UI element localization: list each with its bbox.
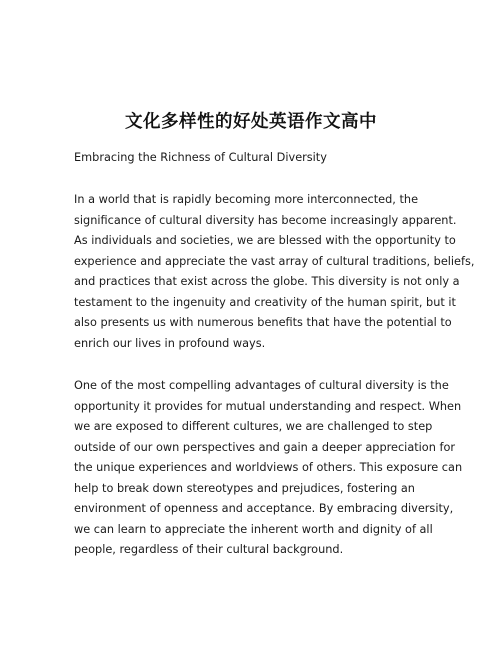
paragraph-line: environment of openness and acceptance. By embracing diversity, [74,502,454,515]
paragraph-line: also presents us with numerous benefits that have the potential to [74,316,452,329]
paragraph-line: outside of our own perspectives and gain a deeper appreciation for [74,440,456,454]
paragraph-line: One of the most compelling advantages of cultural diversity is the [74,379,449,392]
paragraph-line: enrich our lives in profound ways. [74,336,266,350]
paragraph-line: opportunity it provides for mutual understanding and respect. When [74,399,462,413]
paragraph-line: significance of cultural diversity has become increasingly apparent. [74,213,457,227]
paragraph-line: we can learn to appreciate the inherent worth and dignity of all [74,522,433,536]
paragraph-line: In a world that is rapidly becoming more interconnected, the [74,193,419,206]
paragraph-line: help to break down stereotypes and prejudices, fostering an [74,481,415,495]
essay-subtitle: Embracing the Richness of Cultural Diversity [74,151,327,164]
paragraph-line: testament to the ingenuity and creativity of the human spirit, but it [74,295,456,309]
paragraph-line: As individuals and societies, we are blessed with the opportunity to [74,234,456,247]
paragraph-1 [74,190,474,354]
paragraph-2 [74,376,474,561]
paragraph-line: and practices that exist across the globe. This diversity is not only a [74,275,460,288]
paragraph-line: the unique experiences and worldviews of others. This exposure can [74,461,463,474]
paragraph-line: experience and appreciate the vast array of cultural traditions, beliefs, [74,254,475,268]
paragraph-line: we are exposed to different cultures, we are challenged to step [74,420,433,433]
document-title: 文化多样性的好处英语作文高中 [125,112,377,132]
paragraph-line: people, regardless of their cultural background. [74,543,344,556]
